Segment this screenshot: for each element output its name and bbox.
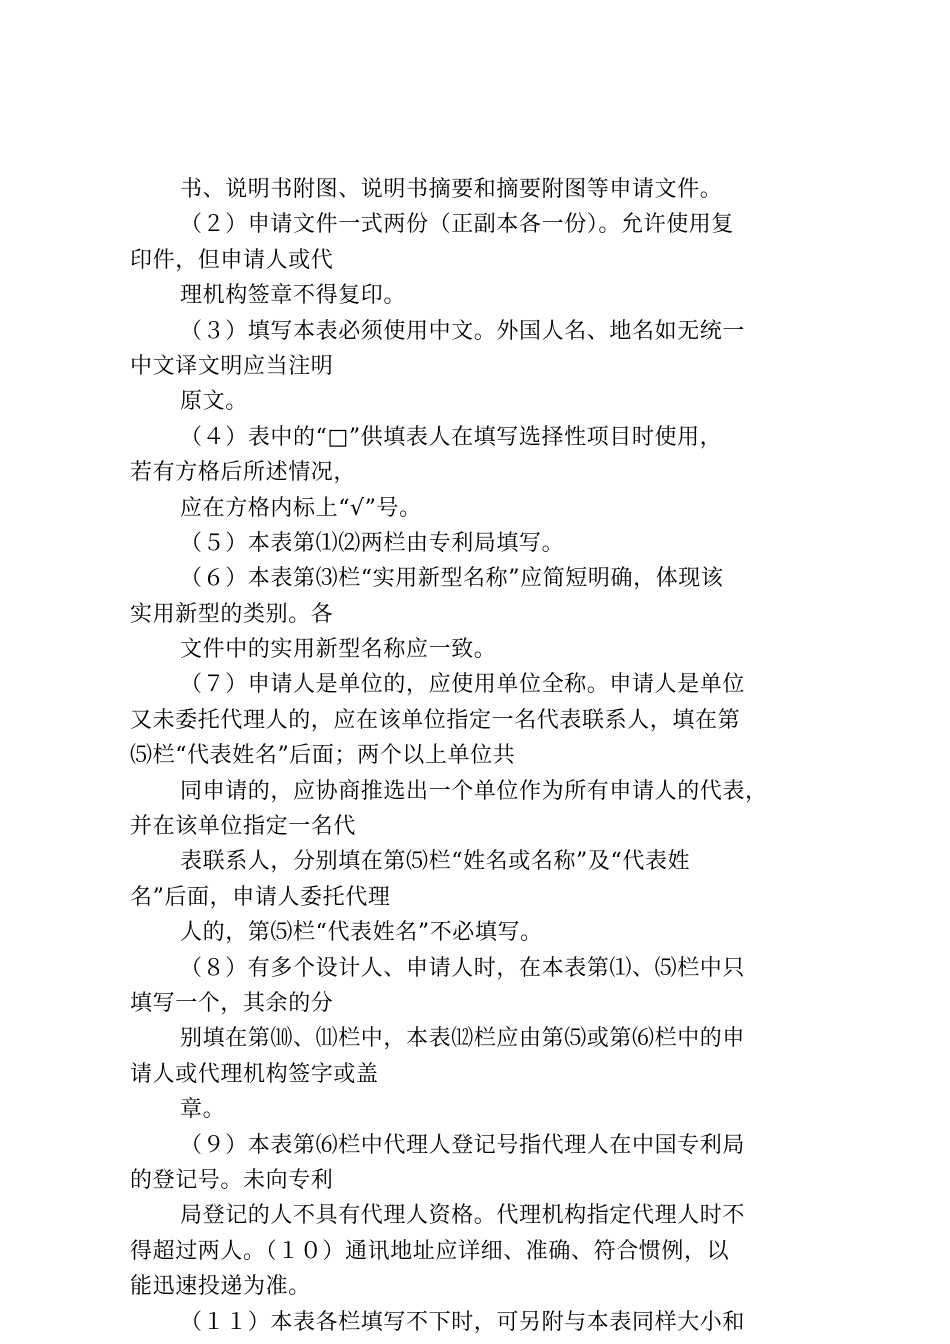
text-line: 若有方格后所述情况， [130, 460, 357, 486]
text-line: 请人或代理机构签字或盖 [130, 1061, 379, 1087]
text-line: （５）本表第⑴⑵两栏由专利局填写。 [180, 530, 565, 556]
text-line: 人的，第⑸栏“代表姓名”不必填写。 [180, 920, 543, 946]
text-line: 名”后面，申请人委托代理 [130, 884, 391, 910]
text-line: （１１）本表各栏填写不下时，可另附与本表同样大小和 [180, 1309, 746, 1335]
text-line: （４）表中的“□”供填表人在填写选择性项目时使用， [180, 424, 723, 450]
text-line: 中文译文明应当注明 [130, 353, 334, 379]
text-line: （２）申请文件一式两份（正副本各一份）。允许使用复 [180, 212, 735, 238]
text-line: 局登记的人不具有代理人资格。代理机构指定代理人时不 [180, 1203, 746, 1229]
text-line: 的登记号。未向专利 [130, 1167, 334, 1193]
text-line: （７）申请人是单位的，应使用单位全称。申请人是单位 [180, 672, 746, 698]
text-line: 应在方格内标上“√”号。 [180, 495, 422, 521]
text-line: 并在该单位指定一名代 [130, 814, 357, 840]
text-line: 能迅速投递为准。 [130, 1274, 311, 1300]
text-line: 原文。 [180, 389, 248, 415]
text-line: （３）填写本表必须使用中文。外国人名、地名如无统一 [180, 318, 746, 344]
text-line: 实用新型的类别。各 [130, 601, 334, 627]
text-line: 表联系人，分别填在第⑸栏“姓名或名称”及“代表姓 [180, 849, 691, 875]
text-line: 又未委托代理人的，应在该单位指定一名代表联系人，填在第 [130, 707, 741, 733]
text-line: （６）本表第⑶栏“实用新型名称”应简短明确，体现该 [180, 566, 724, 592]
text-line: 理机构签章不得复印。 [180, 283, 407, 309]
document-body-text [130, 172, 840, 1340]
text-line: 同申请的，应协商推选出一个单位作为所有申请人的代表， [180, 778, 768, 804]
text-line: 章。 [180, 1097, 226, 1123]
text-line: ⑸栏“代表姓名”后面；两个以上单位共 [130, 743, 516, 769]
text-line: 别填在第⑽、⑾栏中，本表⑿栏应由第⑸或第⑹栏中的申 [180, 1026, 746, 1052]
text-line: 书、说明书附图、说明书摘要和摘要附图等申请文件。 [180, 177, 723, 202]
text-line: （９）本表第⑹栏中代理人登记号指代理人在中国专利局 [180, 1132, 746, 1158]
text-line: 得超过两人。（１０）通讯地址应详细、准确、符合惯例，以 [130, 1238, 730, 1264]
text-line: 印件，但申请人或代 [130, 247, 334, 273]
text-line: （８）有多个设计人、申请人时，在本表第⑴、⑸栏中只 [180, 955, 746, 981]
text-line: 填写一个，其余的分 [130, 990, 334, 1016]
text-line: 文件中的实用新型名称应一致。 [180, 637, 497, 663]
